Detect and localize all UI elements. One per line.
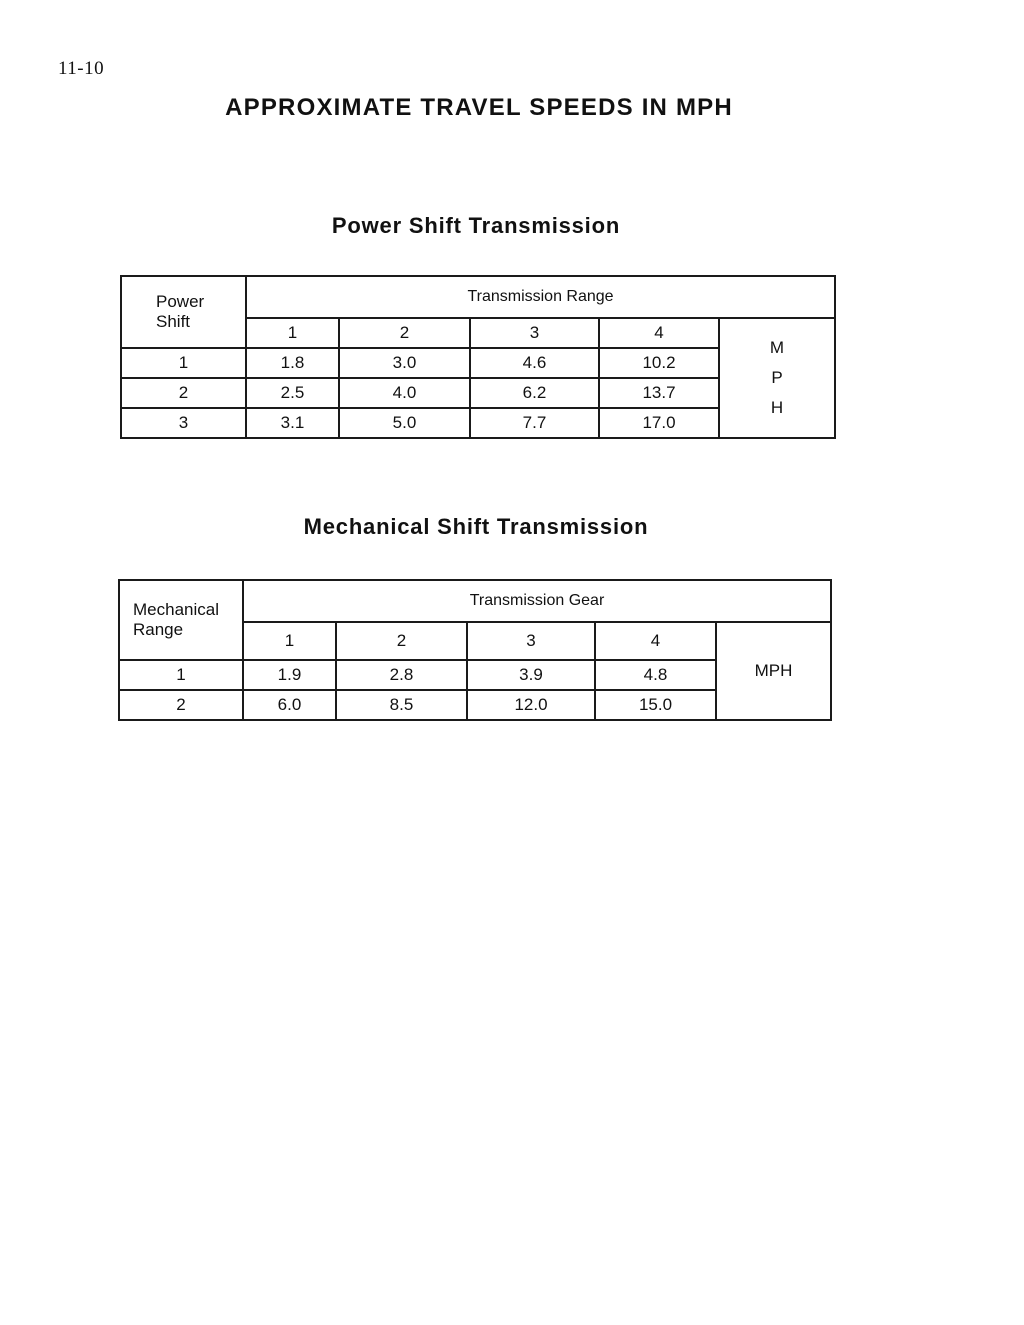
power-shift-corner-header (121, 276, 246, 348)
column-header: 2 (339, 318, 470, 348)
column-header: 1 (243, 622, 336, 660)
speed-cell: 4.6 (470, 348, 599, 378)
speed-cell: 7.7 (470, 408, 599, 438)
row-label: 2 (119, 690, 243, 720)
speed-cell: 3.1 (246, 408, 339, 438)
power-shift-title: Power Shift Transmission (331, 213, 621, 238)
column-header: 1 (246, 318, 339, 348)
speed-cell: 10.2 (599, 348, 719, 378)
unit-letter: M (769, 338, 785, 357)
row-label: 1 (119, 660, 243, 690)
speed-cell: 3.0 (339, 348, 470, 378)
speed-cell: 4.0 (339, 378, 470, 408)
column-header: 2 (336, 622, 467, 660)
speed-cell: 13.7 (599, 378, 719, 408)
corner-line: Power (156, 292, 205, 311)
page-title: APPROXIMATE TRAVEL SPEEDS IN MPH (225, 94, 733, 121)
mechanical-shift-table (118, 579, 832, 721)
column-header: 3 (470, 318, 599, 348)
mechanical-range-corner-header (119, 580, 243, 660)
column-header: 4 (595, 622, 716, 660)
corner-line: Range (133, 620, 184, 639)
speed-cell: 5.0 (339, 408, 470, 438)
mechanical-shift-title: Mechanical Shift Transmission (303, 514, 649, 539)
power-shift-table (120, 275, 836, 439)
speed-cell: 6.2 (470, 378, 599, 408)
transmission-gear-header: Transmission Gear (243, 580, 831, 622)
speed-cell: 1.8 (246, 348, 339, 378)
row-label: 2 (121, 378, 246, 408)
speed-cell: 2.8 (336, 660, 467, 690)
speed-cell: 2.5 (246, 378, 339, 408)
column-header: 3 (467, 622, 595, 660)
speed-cell: 8.5 (336, 690, 467, 720)
speed-cell: 1.9 (243, 660, 336, 690)
speed-cell: 4.8 (595, 660, 716, 690)
speed-cell: 15.0 (595, 690, 716, 720)
corner-line: Mechanical (133, 600, 219, 619)
unit-letter: P (771, 368, 783, 387)
speed-cell: 6.0 (243, 690, 336, 720)
speed-cell: 12.0 (467, 690, 595, 720)
transmission-range-header: Transmission Range (246, 276, 835, 318)
unit-letter: H (770, 398, 784, 417)
row-label: 3 (121, 408, 246, 438)
corner-line: Shift (156, 312, 191, 331)
speed-cell: 17.0 (599, 408, 719, 438)
unit-cell (719, 318, 835, 438)
unit-cell: MPH (716, 622, 831, 720)
speed-cell: 3.9 (467, 660, 595, 690)
column-header: 4 (599, 318, 719, 348)
page-number: 11-10 (58, 58, 105, 79)
row-label: 1 (121, 348, 246, 378)
